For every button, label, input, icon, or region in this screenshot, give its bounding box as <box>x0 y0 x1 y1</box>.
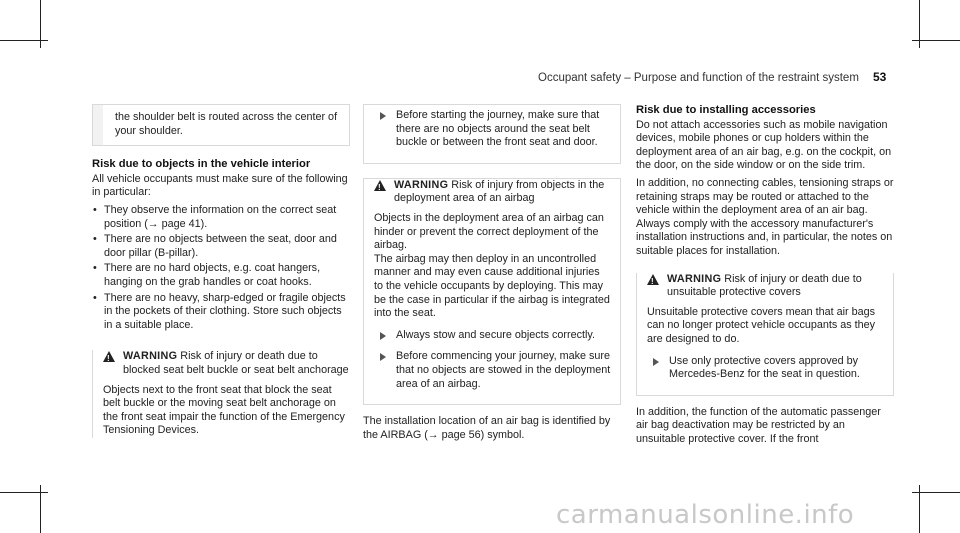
body-text: In addition, the function of the automatic passenger air bag deactivation may be restricted by an unsuitable protective cover. If the front <box>636 405 881 445</box>
warning-icon <box>647 274 659 285</box>
warning-title: Risk of injury or death due to unsuitable protective covers <box>667 272 862 299</box>
warning-box <box>636 273 894 396</box>
body-text: Do not attach accessories such as mobile navigation devices, mobile phones or cup holders within the deployment area of an air bag, e.g. on the cockpit, on the door, on the side window or on the side trim. <box>636 118 892 172</box>
running-header: Occupant safety – Purpose and function of the restraint system <box>538 72 859 84</box>
crop-mark <box>0 492 48 493</box>
warning-box <box>92 350 350 438</box>
warning-label: WARNING <box>394 178 449 191</box>
warning-header <box>374 179 611 206</box>
bullet-list <box>92 204 350 332</box>
warning-title: Risk of injury from objects in the deployment area of an airbag <box>394 178 605 205</box>
footer-text: The installation location of an air bag is identified by the AIRBAG (→ page 56) symbol. <box>363 415 611 441</box>
instruction-step: Always stow and secure objects correctly. <box>374 329 611 343</box>
intro-text: All vehicle occupants must make sure of the following in particular: <box>92 172 348 199</box>
instruction-step: Before starting the journey, make sure that there are no objects around the seat belt buckle or between the front seat and door. <box>374 109 611 150</box>
warning-header <box>647 273 884 300</box>
warning-title: Risk of injury or death due to blocked seat belt buckle or seat belt anchorage <box>123 350 349 376</box>
column-2 <box>363 104 621 446</box>
warning-text: Objects next to the front seat that block the seat belt buckle or the moving seat belt anchorage on the front seat impair the function of the Emergency Tensioning Devices. <box>103 383 345 437</box>
page-number: 53 <box>873 70 887 84</box>
instruction-step: Before commencing your journey, make sure that no objects are stowed in the deployment area of an airbag. <box>374 350 611 391</box>
section-heading: Risk due to objects in the vehicle interior <box>92 158 311 171</box>
warning-label: WARNING <box>667 272 722 285</box>
warning-box <box>363 178 621 405</box>
section-heading: Risk due to installing accessories <box>636 104 816 116</box>
shade-bar <box>93 105 103 145</box>
list-item: • They observe the information on the correct seat position (→ page 41). <box>92 204 350 231</box>
body-text: In addition, no connecting cables, tensioning straps or retaining straps may be routed or attached to the vehicle within the deployment area of an air bag. Always comply with the accessory manufacturer's installation instructions and, in particular, the notes on suitable places for installation. <box>636 176 894 257</box>
list-item: • There are no objects between the seat, door and door pillar (B-pillar). <box>92 233 350 260</box>
continued-text: the shoulder belt is routed across the center of your shoulder. <box>115 111 338 137</box>
step-box <box>363 104 621 164</box>
crop-mark <box>912 40 960 41</box>
warning-text: Objects in the deployment area of an airbag can hinder or prevent the correct deployment of the airbag. <box>374 211 604 252</box>
instruction-step: Use only protective covers approved by Mercedes-Benz for the seat in question. <box>647 355 884 382</box>
list-item: • There are no heavy, sharp-edged or fragile objects in the pockets of their clothing. Store such objects in a suitable place. <box>92 292 350 333</box>
warning-label: WARNING <box>123 350 178 363</box>
warning-text: Unsuitable protective covers mean that air bags can no longer protect vehicle occupants as they are designed to do. <box>647 305 876 345</box>
column-1 <box>92 104 350 438</box>
warning-header <box>103 350 350 377</box>
continued-box <box>92 104 350 146</box>
crop-mark <box>0 40 48 41</box>
crop-mark <box>912 492 960 493</box>
column-3 <box>636 104 894 450</box>
warning-icon <box>374 180 386 191</box>
warning-icon <box>103 351 115 362</box>
watermark: carmanualsonline.info <box>556 500 855 530</box>
warning-text: The airbag may then deploy in an uncontrolled manner and may even cause additional injuries to the vehicle occupants by deploying. This may be the case in particular if the airbag is integrated into the seat. <box>374 252 610 320</box>
list-item: • There are no hard objects, e.g. coat hangers, hanging on the grab handles or coat hooks. <box>92 262 350 289</box>
